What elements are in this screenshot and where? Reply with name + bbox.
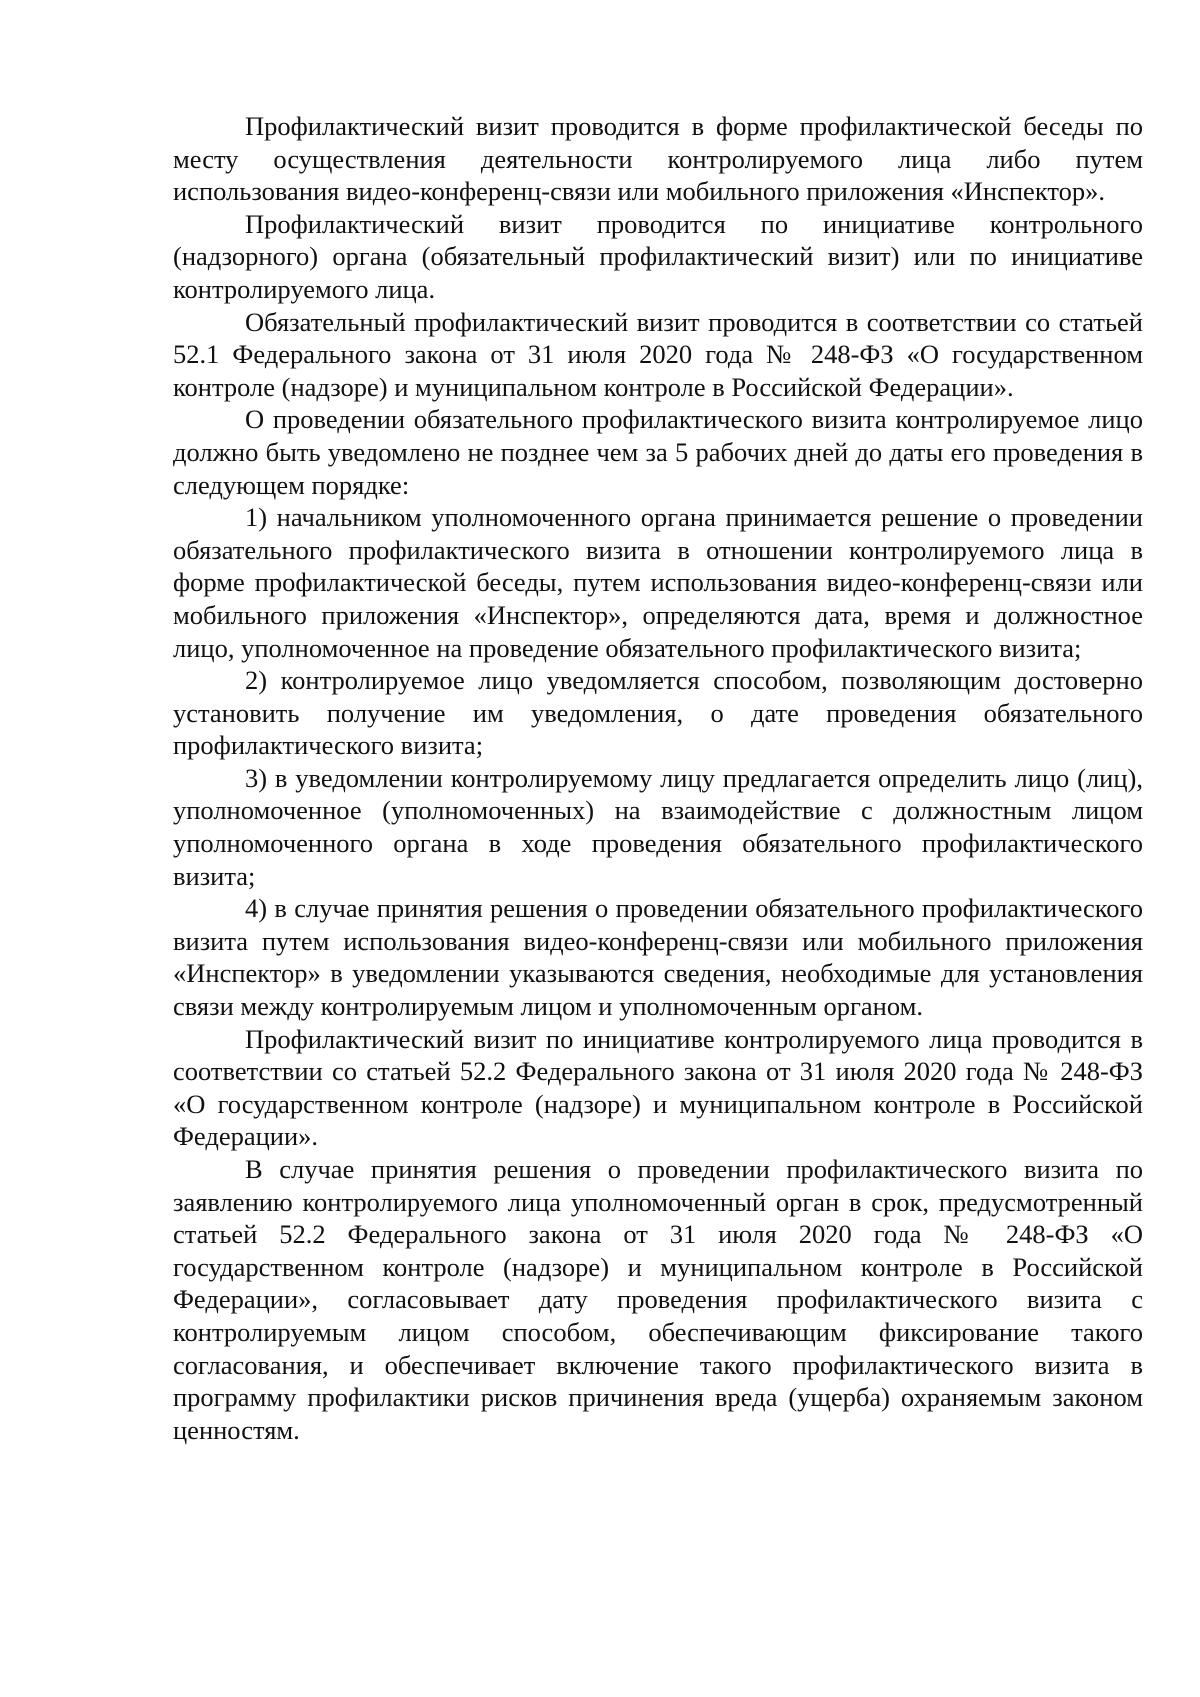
document-page (173, 110, 1143, 1446)
list-item-step-3: 3) в уведомлении контролируемому лицу предлагается определить лицо (лиц), уполномоченное (уполномоченных) на взаимодействие с должностным лицом уполномоченного органа в ходе проведения обязательного профилактического визита; (173, 762, 1143, 891)
list-item-step-2: 2) контролируемое лицо уведомляется способом, позволяющим достоверно установить получение им уведомления, о дате проведения обязательного профилактического визита; (173, 665, 1143, 761)
paragraph-visit-by-application: В случае принятия решения о проведении профилактического визита по заявлению контролируемого лица уполномоченный орган в срок, предусмотренный статьей 52.2 Федерального закона от 31 июля 2020 года № 248-ФЗ «О государственном контроле (надзоре) и муниципальном контроле в Российской Федерации», согласовывает дату проведения профилактического визита с контролируемым лицом способом, обеспечивающим фиксирование такого согласования, и обеспечивает включение такого профилактического визита в программу профилактики рисков причинения вреда (ущерба) охраняемым законом ценностям. (173, 1154, 1143, 1445)
list-item-step-4: 4) в случае принятия решения о проведении обязательного профилактического визита путем использования видео-конференц-связи или мобильного приложения «Инспектор» в уведомлении указываются сведения, необходимые для установления связи между контролируемым лицом и уполномоченным органом. (173, 893, 1143, 1022)
paragraph-controlled-person-initiative: Профилактический визит по инициативе контролируемого лица проводится в соответствии со статьей 52.2 Федерального закона от 31 июля 2020 года № 248-ФЗ «О государственном контроле (надзоре) и муниципальном контроле в Российской Федерации». (173, 1023, 1143, 1152)
paragraph-notification-order: О проведении обязательного профилактического визита контролируемое лицо должно быть уведомлено не позднее чем за 5 рабочих дней до даты его проведения в следующем порядке: (173, 404, 1143, 500)
list-item-step-1: 1) начальником уполномоченного органа принимается решение о проведении обязательного профилактического визита в отношении контролируемого лица в форме профилактической беседы, путем использования видео-конференц-связи или мобильного приложения «Инспектор», определяются дата, время и должностное лицо, уполномоченное на проведение обязательного профилактического визита; (173, 502, 1143, 663)
paragraph-visit-initiative: Профилактический визит проводится по инициативе контрольного (надзорного) органа (обязательный профилактический визит) или по инициативе контролируемого лица. (173, 208, 1143, 304)
paragraph-visit-forms: Профилактический визит проводится в форме профилактической беседы по месту осуществления деятельности контролируемого лица либо путем использования видео-конференц-связи или мобильного приложения «Инспектор». (173, 111, 1143, 207)
paragraph-mandatory-visit-law: Обязательный профилактический визит проводится в соответствии со статьей 52.1 Федерального закона от 31 июля 2020 года № 248-ФЗ «О государственном контроле (надзоре) и муниципальном контроле в Российской Федерации». (173, 306, 1143, 402)
